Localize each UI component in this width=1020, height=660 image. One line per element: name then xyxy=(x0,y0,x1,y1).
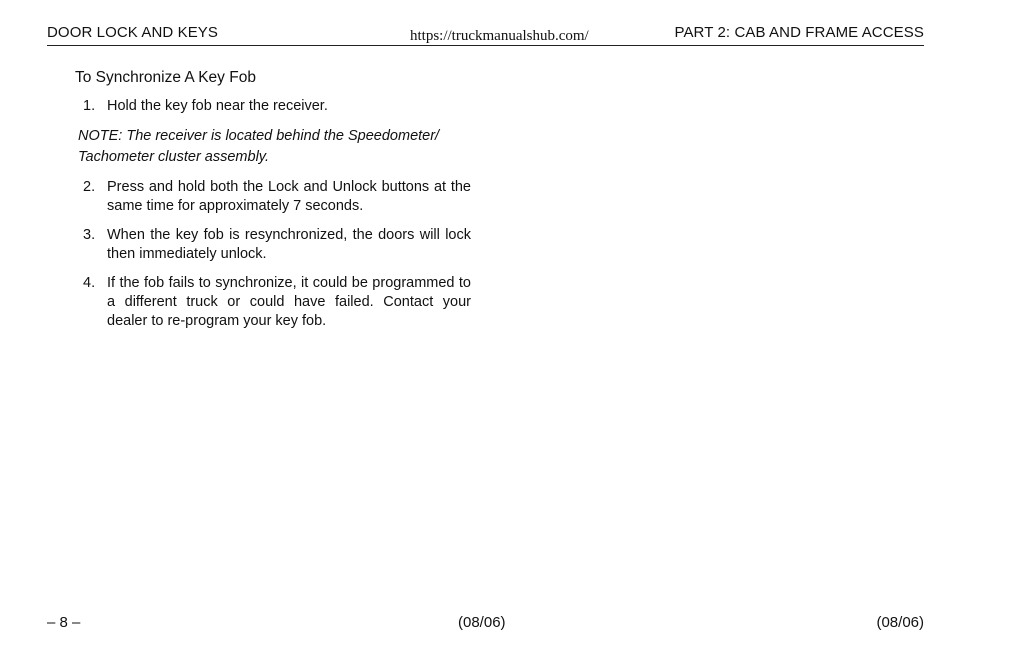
list-item-step-4 xyxy=(75,274,471,331)
step-text: Hold the key fob near the receiver. xyxy=(107,98,328,114)
header-part-title: PART 2: CAB AND FRAME ACCESS xyxy=(674,24,924,41)
list-item-step-2 xyxy=(75,178,471,216)
header-section-title: DOOR LOCK AND KEYS xyxy=(47,24,219,41)
footer-date-right: (08/06) xyxy=(876,614,924,631)
footer-page-number: – 8 – xyxy=(47,614,81,631)
step-text: Press and hold both the Lock and Unlock buttons at the same time for approximately 7 seconds. xyxy=(107,179,471,214)
step-number: 1. xyxy=(83,98,96,114)
step-number: 4. xyxy=(83,275,96,291)
section-heading: To Synchronize A Key Fob xyxy=(75,69,256,86)
step-text: If the fob fails to synchronize, it could be programmed to a different truck or could have failed. Contact your dealer to re-program your key fob. xyxy=(107,275,471,329)
steps-list xyxy=(75,97,471,116)
step-number: 3. xyxy=(83,227,96,243)
main-content xyxy=(75,68,471,341)
note-text: NOTE: The receiver is located behind the Speedometer/ Tachometer cluster assembly. xyxy=(78,128,440,165)
list-item-step-3 xyxy=(75,226,471,264)
header-divider xyxy=(47,45,924,46)
step-number: 2. xyxy=(83,179,96,195)
footer-date-center: (08/06) xyxy=(458,614,506,631)
steps-list-continued xyxy=(75,178,471,331)
step-text: When the key fob is resynchronized, the doors will lock then immediately unlock. xyxy=(107,227,471,262)
list-item-step-1 xyxy=(75,97,471,116)
header-url-link[interactable]: https://truckmanualshub.com/ xyxy=(410,28,589,44)
